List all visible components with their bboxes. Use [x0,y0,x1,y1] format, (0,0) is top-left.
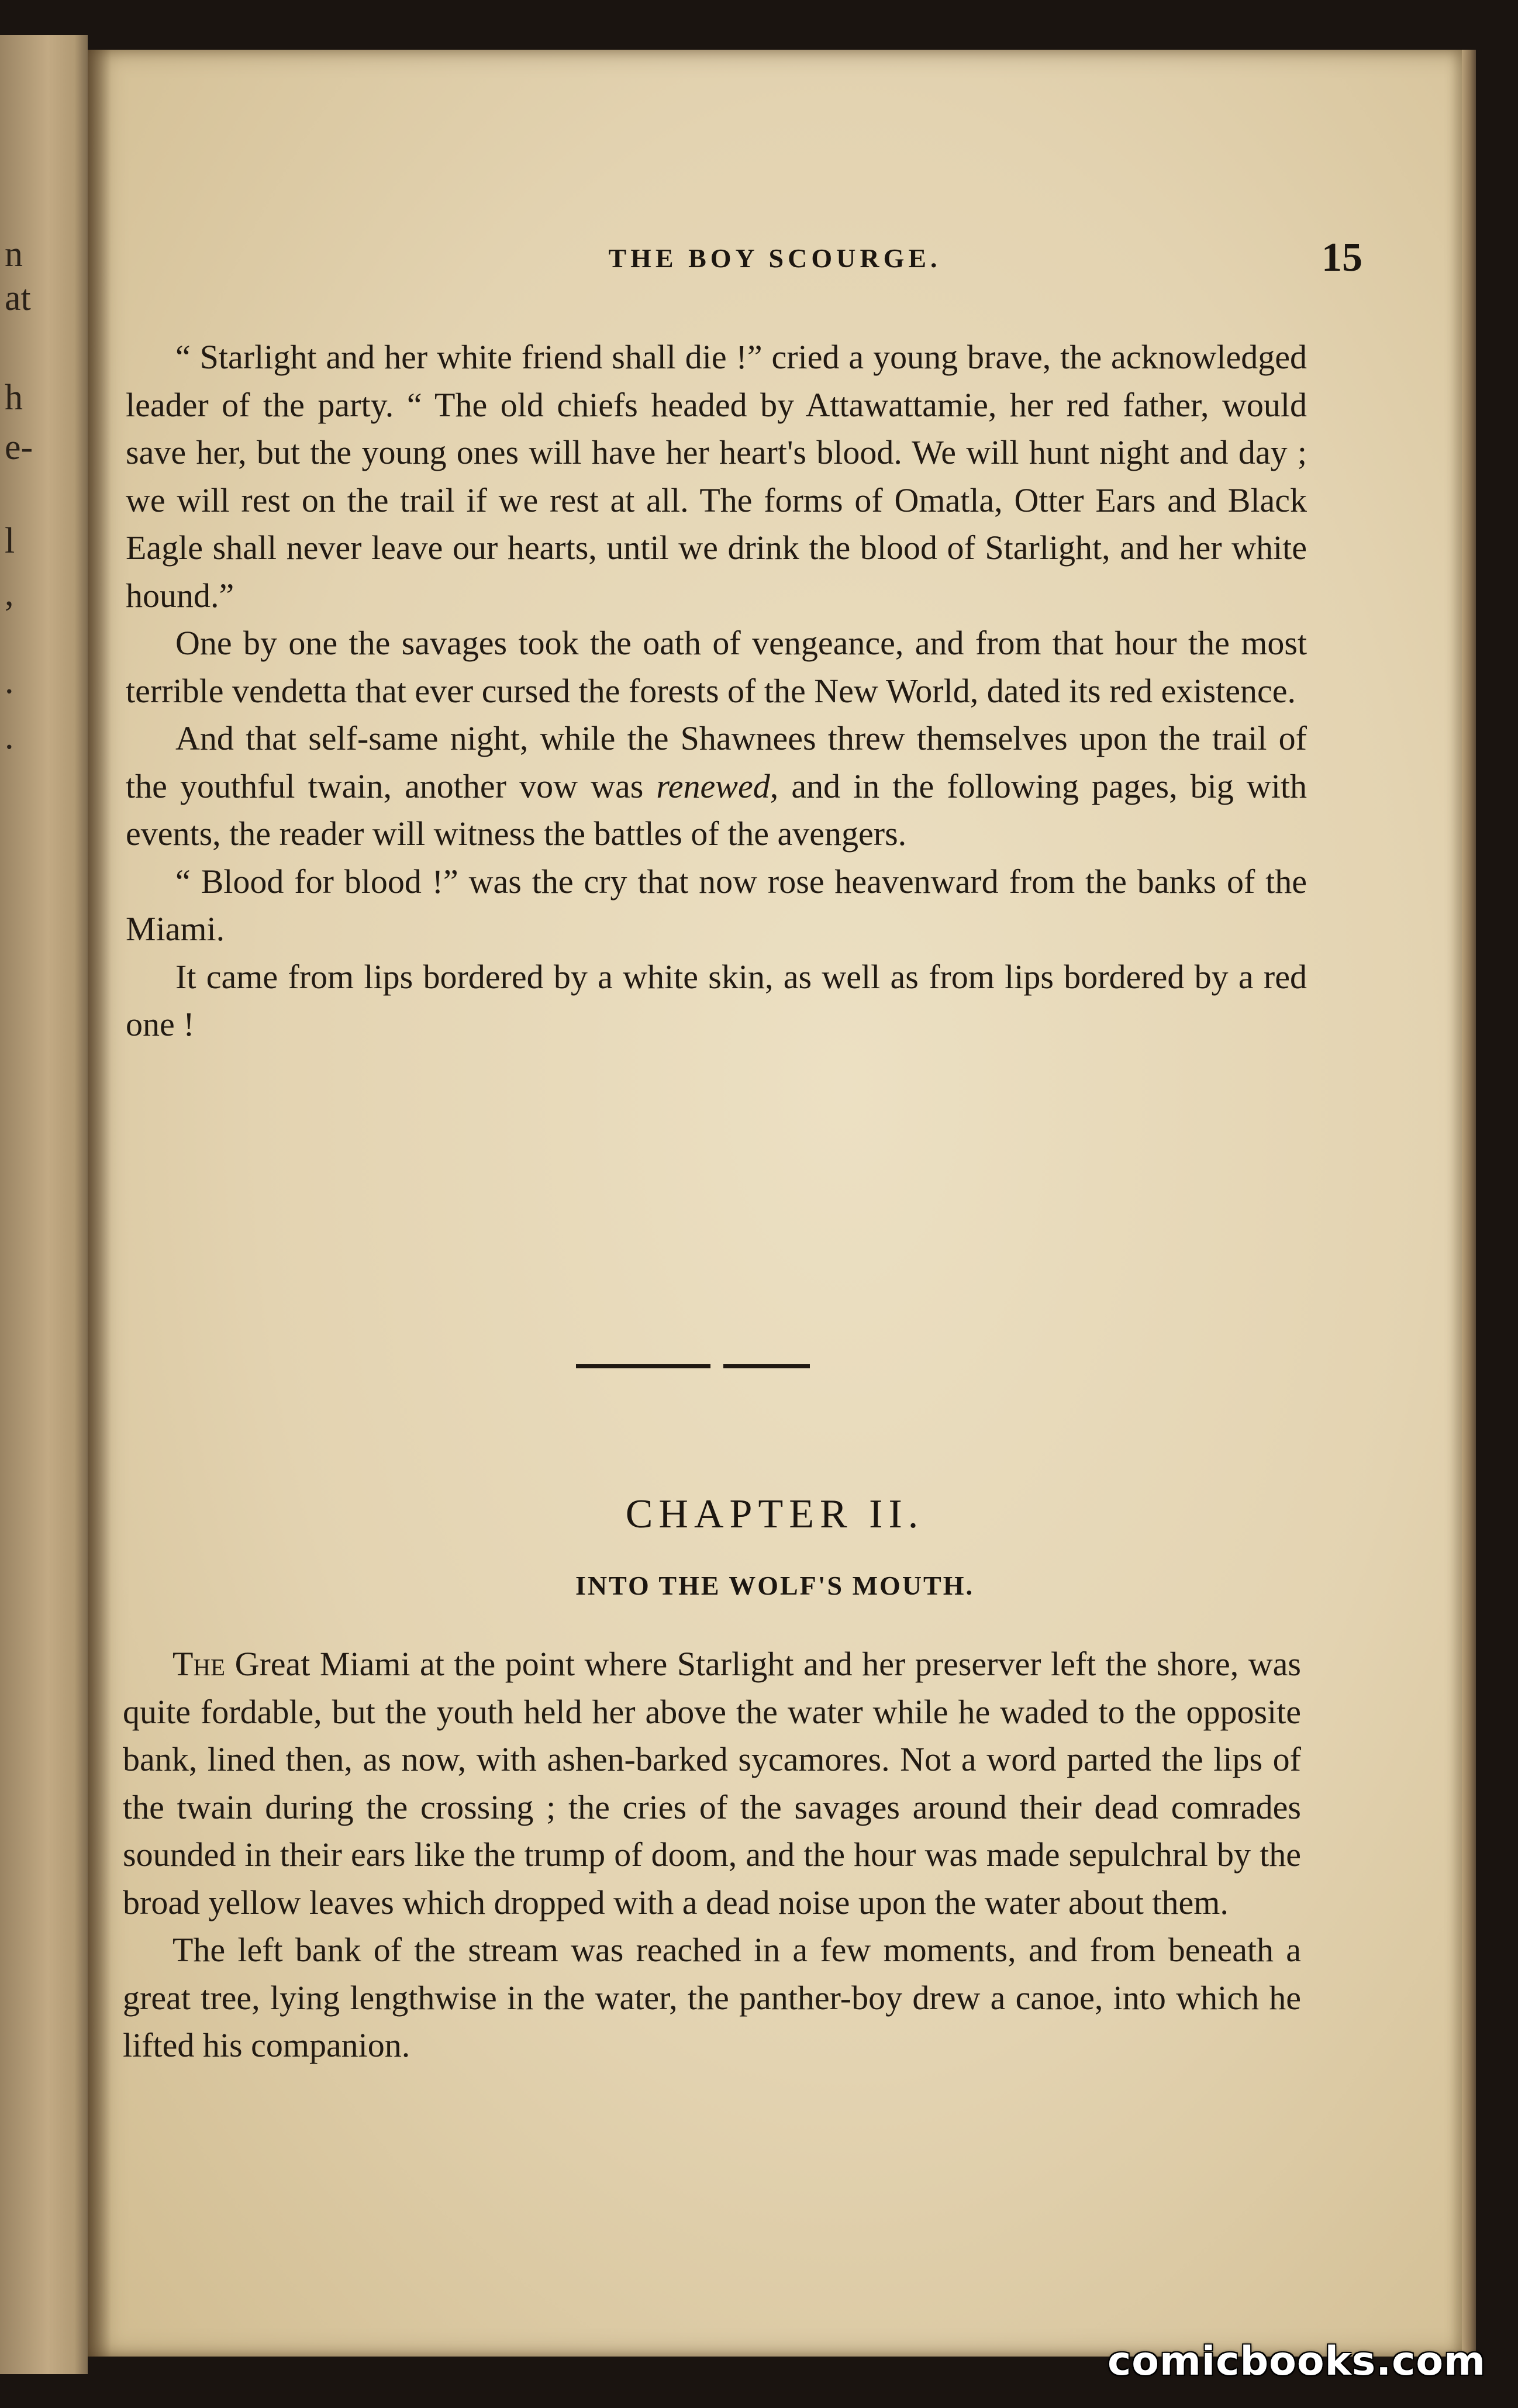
paragraph: The left bank of the stream was reached in a few moments, and from beneath a great tree, lying lengthwise in the water, the panther-boy drew a canoe, into which he lifted his companion. [123,1931,1301,2064]
left-page-fragment: l [5,521,15,561]
text-section-1 [126,333,1307,1048]
paragraph [123,1640,1301,1926]
section-divider [576,1364,710,1368]
left-page-fragment: . [5,717,14,757]
book-page [88,50,1462,2357]
left-page-fragment: e- [5,427,33,467]
paragraph: One by one the savages took the oath of vengeance, and from that hour the most terrible vendetta that ever cursed the forests of the New World, dated its red existence. [126,624,1307,710]
paragraph [126,715,1307,858]
section-divider [723,1364,810,1368]
paragraph-text: And that self-same night, while the Shawnees threw themselves upon the trail of the youthful twain, another vow was [126,719,1307,805]
adjacent-left-page [0,35,88,2374]
left-page-fragment: , [5,574,14,613]
running-head [88,235,1462,289]
left-page-fragment: h [5,378,23,418]
opening-word: The [172,1645,226,1683]
watermark: comicbooks.com [1107,2338,1486,2385]
left-page-fragment: at [5,278,31,318]
italic-word: renewed [656,767,770,805]
paragraph-text: , and in the following pages, big with events, the reader will witness the battles of the avengers. [126,767,1307,853]
chapter-heading: CHAPTER II. [625,1492,924,1537]
paragraph-text: Great Miami at the point where Starlight and her preserver left the shore, was quite fordable, but the youth held her above the water while he waded to the opposite bank, lined then, as now, with ashen-barked sycamores. Not a word parted the lips of the twain during the crossing ; the cries of the savages around their dead comrades sounded in their ears like the trump of doom, and the hour was made sepulchral by the broad yellow leaves which dropped with a dead noise upon the water about them. [123,1645,1301,1921]
page-edge [1462,50,1476,2357]
text-section-2 [123,1640,1301,2069]
spine-shadow [88,50,111,2357]
page-number: 15 [1322,235,1362,280]
paragraph: “ Blood for blood !” was the cry that now rose heavenward from the banks of the Miami. [126,862,1307,948]
chapter-title: INTO THE WOLF'S MOUTH. [575,1571,975,1600]
running-title: THE BOY SCOURGE. [608,243,941,273]
left-page-fragment: . [5,661,14,701]
paragraph: “ Starlight and her white friend shall die !” cried a young brave, the acknowledged leader of the party. “ The old chiefs headed by Attawattamie, her red father, would save her, but the young ones will have her heart's blood. We will hunt night and day ; we will rest on the trail if we rest at all. The forms of Omatla, Otter Ears and Black Eagle shall never leave our hearts, until we drink the blood of Starlight, and her white hound.” [126,338,1307,615]
left-page-fragment: n [5,234,23,274]
paragraph: It came from lips bordered by a white skin, as well as from lips bordered by a red one ! [126,957,1307,1043]
